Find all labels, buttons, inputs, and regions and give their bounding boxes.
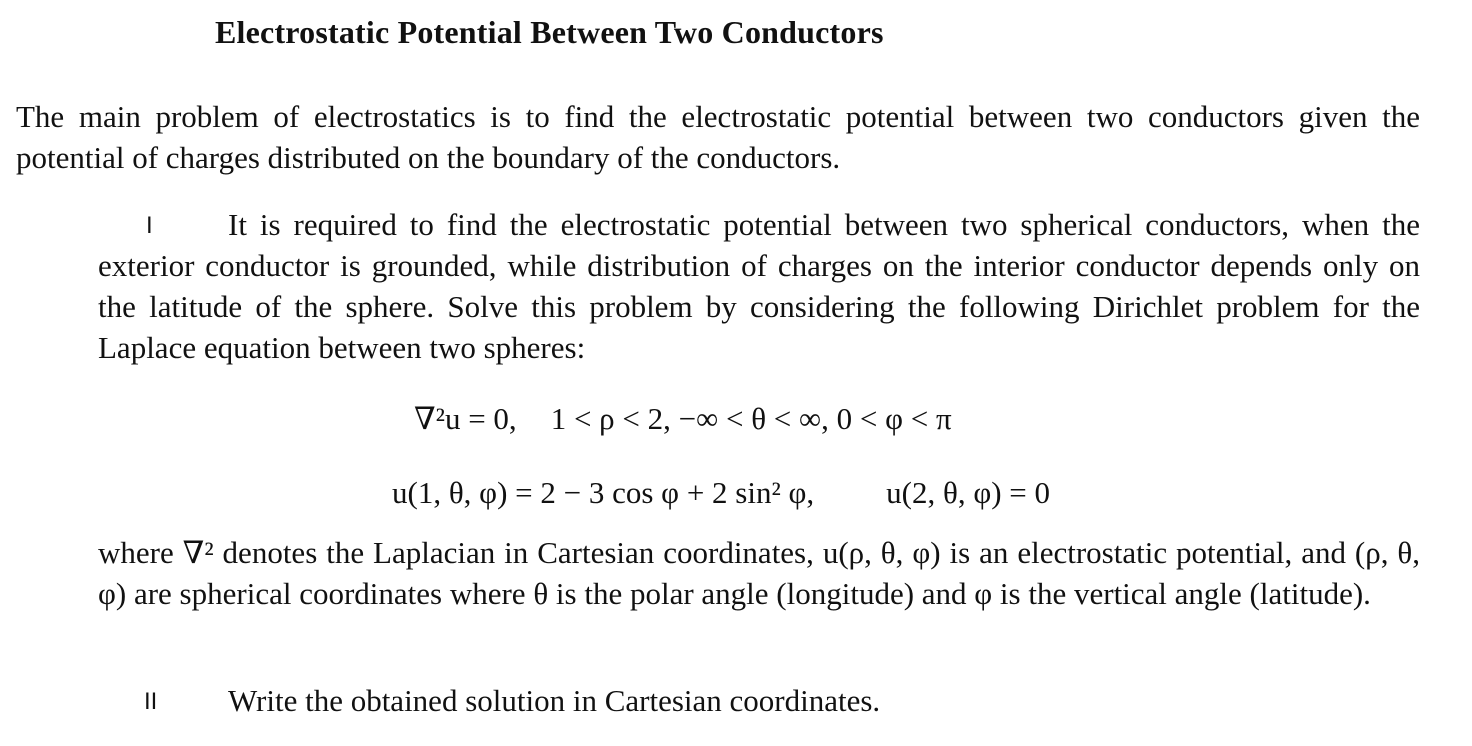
item-2-body: Write the obtained solution in Cartesian coordinates. <box>228 683 881 718</box>
laplace-equation-line <box>414 398 952 439</box>
inner-boundary-condition: u(1, θ, φ) = 2 − 3 cos φ + 2 sin² φ, <box>392 475 815 510</box>
page-title: Electrostatic Potential Between Two Conductors <box>215 14 884 50</box>
intro-paragraph: The main problem of electrostatics is to find the electrostatic potential between two conductors given the potential of charges distributed on the boundary of the conductors. <box>16 99 1420 175</box>
item-1-text <box>98 204 1420 368</box>
boundary-conditions-line <box>392 472 1050 513</box>
laplace-equation: ∇²u = 0, <box>414 401 517 436</box>
item-2-text <box>98 680 1420 721</box>
where-paragraph: where ∇² denotes the Laplacian in Cartesian coordinates, u(ρ, θ, φ) is an electrostatic potential, and (ρ, θ, φ) are spherical coordinates where θ is the polar angle (longitude) and φ is the vertical angle (latitude). <box>98 535 1420 611</box>
outer-boundary-condition: u(2, θ, φ) = 0 <box>886 475 1051 510</box>
item-1-body: It is required to find the electrostatic potential between two spherical conductors, when the exterior conductor is grounded, while distribution of charges on the interior conductor depends only on the latitude of the sphere. Solve this problem by considering the following Dirichlet problem for the Laplace equation between two spheres: <box>98 207 1420 365</box>
item-marker-1: I <box>146 212 153 239</box>
item-marker-2: II <box>144 688 158 715</box>
domain-conditions: 1 < ρ < 2, −∞ < θ < ∞, 0 < φ < π <box>550 401 952 436</box>
